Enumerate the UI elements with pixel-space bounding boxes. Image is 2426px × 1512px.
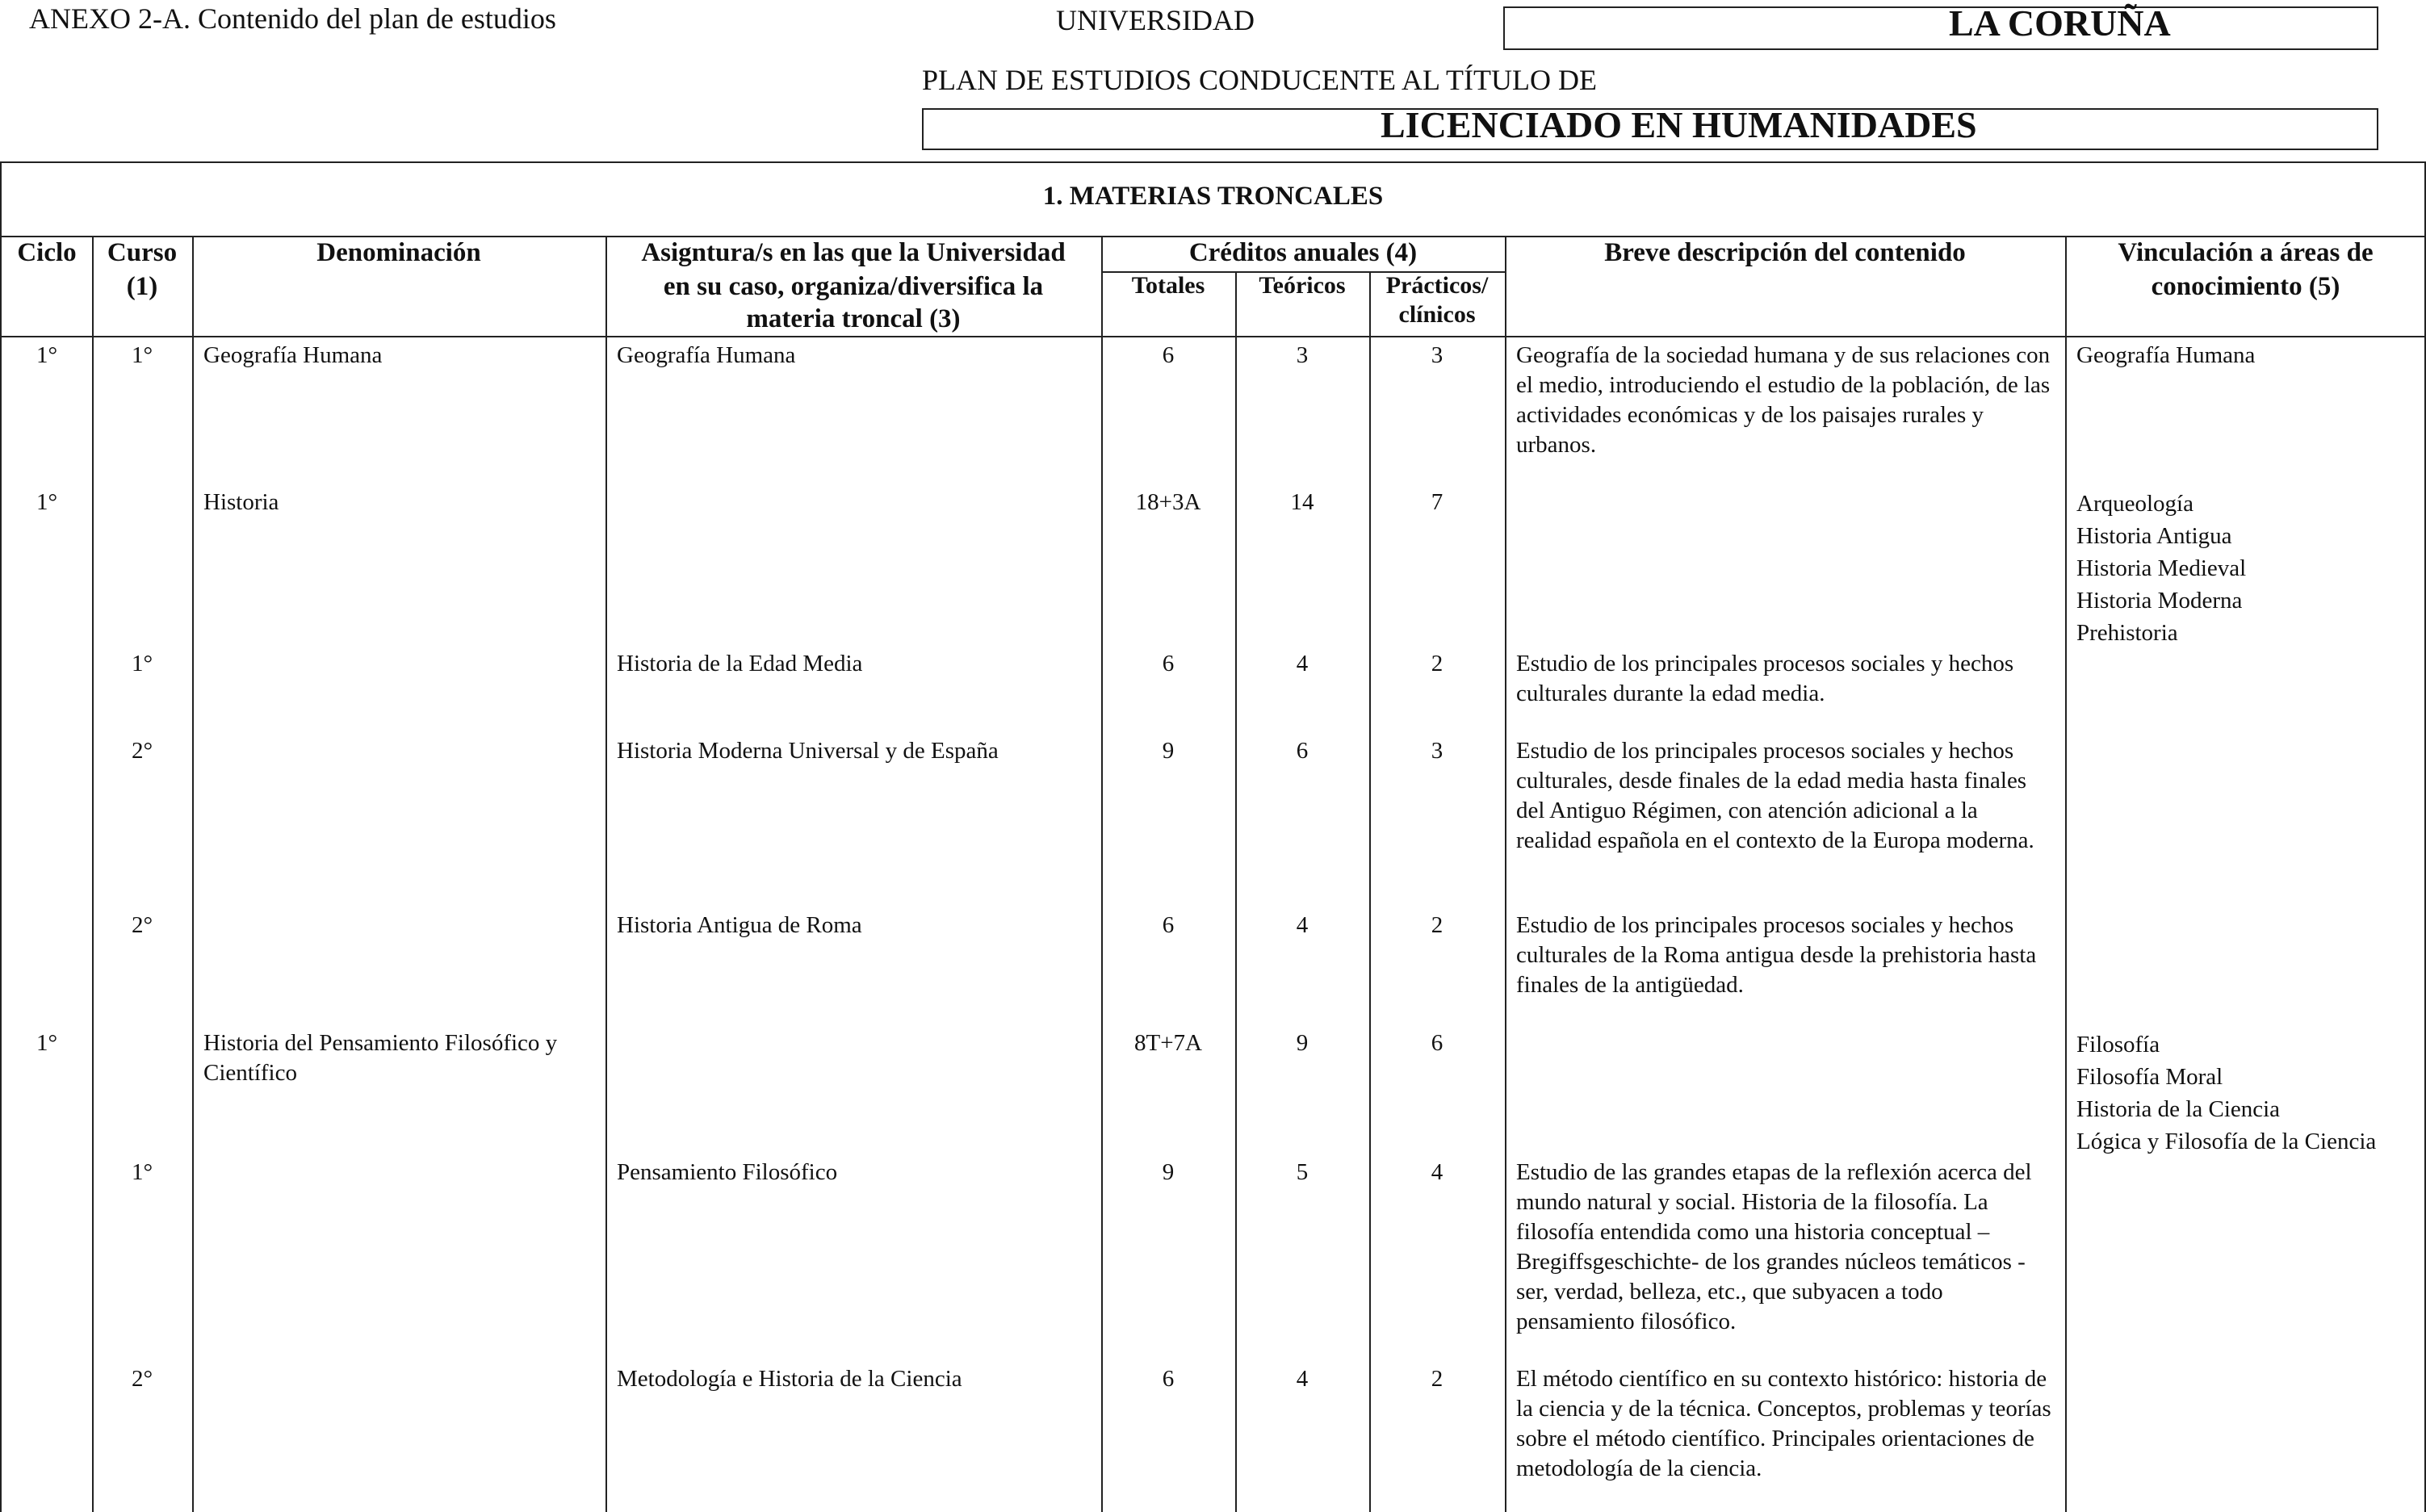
row-1-denominacion: Historia [203,489,279,515]
row-3-asignatura: Historia Moderna Universal y de España [617,738,999,764]
row-0-areas: Geografía Humana [2076,342,2256,368]
col-denominacion: Denominación [316,238,481,267]
col-border-6 [1369,271,1371,1512]
row-6-practicos: 4 [1431,1159,1443,1185]
col-border-4 [1101,236,1103,1512]
degree-box [922,104,2378,150]
row-6-descripcion: Estudio de las grandes etapas de la reflexión acerca del mundo natural y social. Historia de la filosofía. La filosofía entendida como una historia conceptual – Bregiffsgeschichte- de los grandes núcleos temáticos - ser, verdad, belleza, etc., que subyacen a todo pensamiento filosófico. [1516,1159,2032,1334]
row-7-descripcion: El método científico en su contexto histórico: historia de la ciencia y de la técnica. Conceptos, problemas y teorías sobre el método científico. Principales orientaciones de metodología de la ciencia. [1516,1366,2051,1481]
col-descripcion: Breve descripción del contenido [1604,238,1966,267]
degree-title: LICENCIADO EN HUMANIDADES [1381,104,1977,145]
row-1-teoricos: 14 [1290,489,1314,515]
row-0-totales: 6 [1162,342,1175,368]
row-2-teoricos: 4 [1296,651,1309,676]
row-3-teoricos: 6 [1296,738,1309,764]
row-1-totales: 18+3A [1135,489,1201,515]
row-0-ciclo: 1° [36,342,58,368]
row-2-practicos: 2 [1431,651,1443,676]
row-3-curso: 2° [131,738,153,764]
university-name: LA CORUÑA [1949,2,2171,44]
col-border-1 [92,236,94,1512]
table-top-border [0,161,2426,163]
col-practicos-line2: clínicos [1398,301,1476,328]
row-0-asignatura: Geografía Humana [617,342,796,368]
col-border-5 [1235,271,1237,1512]
row-7-asignatura: Metodología e Historia de la Ciencia [617,1366,962,1392]
row-2-totales: 6 [1162,651,1175,676]
col-vinculacion-line1: Vinculación a áreas de [2118,238,2374,267]
col-curso-line1: Curso [107,238,178,267]
row-0-teoricos: 3 [1296,342,1309,368]
row-4-curso: 2° [131,912,153,938]
row-1-ciclo: 1° [36,489,58,515]
col-border-7 [1505,236,1506,1512]
row-7-totales: 6 [1162,1366,1175,1392]
row-3-totales: 9 [1162,738,1175,764]
col-ciclo: Ciclo [17,238,77,267]
row-6-totales: 9 [1162,1159,1175,1185]
col-curso-line2: (1) [126,272,158,301]
row-3-practicos: 3 [1431,738,1443,764]
row-2-descripcion: Estudio de los principales procesos sociales y hechos culturales durante la edad media. [1516,651,2014,706]
row-5-areas: Filosofía Filosofía Moral Historia de la Ciencia Lógica y Filosofía de la Ciencia [2076,1032,2377,1154]
row-4-asignatura: Historia Antigua de Roma [617,912,862,938]
col-border-8 [2065,236,2067,1512]
row-0-descripcion: Geografía de la sociedad humana y de sus relaciones con el medio, introduciendo el estudio de la población, de las actividades económicas y de los paisajes rurales y urbanos. [1516,342,2051,458]
row-2-curso: 1° [131,651,153,676]
col-vinculacion-line2: conocimiento (5) [2151,272,2340,301]
row-0-practicos: 3 [1431,342,1443,368]
annex-title: ANEXO 2-A. Contenido del plan de estudios [29,2,556,35]
row-5-denominacion: Historia del Pensamiento Filosófico y Científico [203,1030,558,1086]
col-asignatura-line2: en su caso, organiza/diversifica la [663,272,1044,301]
row-5-ciclo: 1° [36,1030,58,1056]
col-creditos: Créditos anuales (4) [1188,238,1418,267]
row-1-areas: Arqueología Historia Antigua Historia Medieval Historia Moderna Prehistoria [2076,491,2247,646]
university-label: UNIVERSIDAD [1056,4,1255,36]
col-totales: Totales [1131,272,1205,299]
row-7-teoricos: 4 [1296,1366,1309,1392]
row-5-practicos: 6 [1431,1030,1443,1056]
row-2-asignatura: Historia de la Edad Media [617,651,863,676]
row-0-denominacion: Geografía Humana [203,342,383,368]
col-border-2 [192,236,194,1512]
row-5-totales: 8T+7A [1133,1030,1202,1056]
materias-table [0,161,2426,1512]
row-0-curso: 1° [131,342,153,368]
row-6-teoricos: 5 [1296,1159,1309,1185]
row-5-teoricos: 9 [1296,1030,1309,1056]
row-7-curso: 2° [131,1366,153,1392]
header-bottom-border [0,336,2426,337]
row-4-descripcion: Estudio de los principales procesos sociales y hechos culturales de la Roma antigua desde la prehistoria hasta finales de la antigüedad. [1516,912,2037,998]
row-7-practicos: 2 [1431,1366,1443,1392]
row-4-teoricos: 4 [1296,912,1309,938]
plan-label: PLAN DE ESTUDIOS CONDUCENTE AL TÍTULO DE [922,64,1597,96]
row-1-practicos: 7 [1431,489,1443,515]
section-title: 1. MATERIAS TRONCALES [1042,182,1384,211]
university-name-box [1503,2,2378,50]
row-6-asignatura: Pensamiento Filosófico [617,1159,838,1185]
row-3-descripcion: Estudio de los principales procesos sociales y hechos culturales, desde finales de la edad media hasta finales del Antiguo Régimen, con atención adicional a la realidad española en el contexto de la Europa moderna. [1516,738,2034,853]
row-4-totales: 6 [1162,912,1175,938]
row-4-practicos: 2 [1431,912,1443,938]
row-6-curso: 1° [131,1159,153,1185]
col-asignatura-line1: Asigntura/s en las que la Universidad [641,238,1066,267]
col-asignatura-line3: materia troncal (3) [746,304,961,333]
col-teoricos: Teóricos [1259,272,1346,299]
col-practicos-line1: Prácticos/ [1385,272,1489,299]
col-border-3 [605,236,607,1512]
